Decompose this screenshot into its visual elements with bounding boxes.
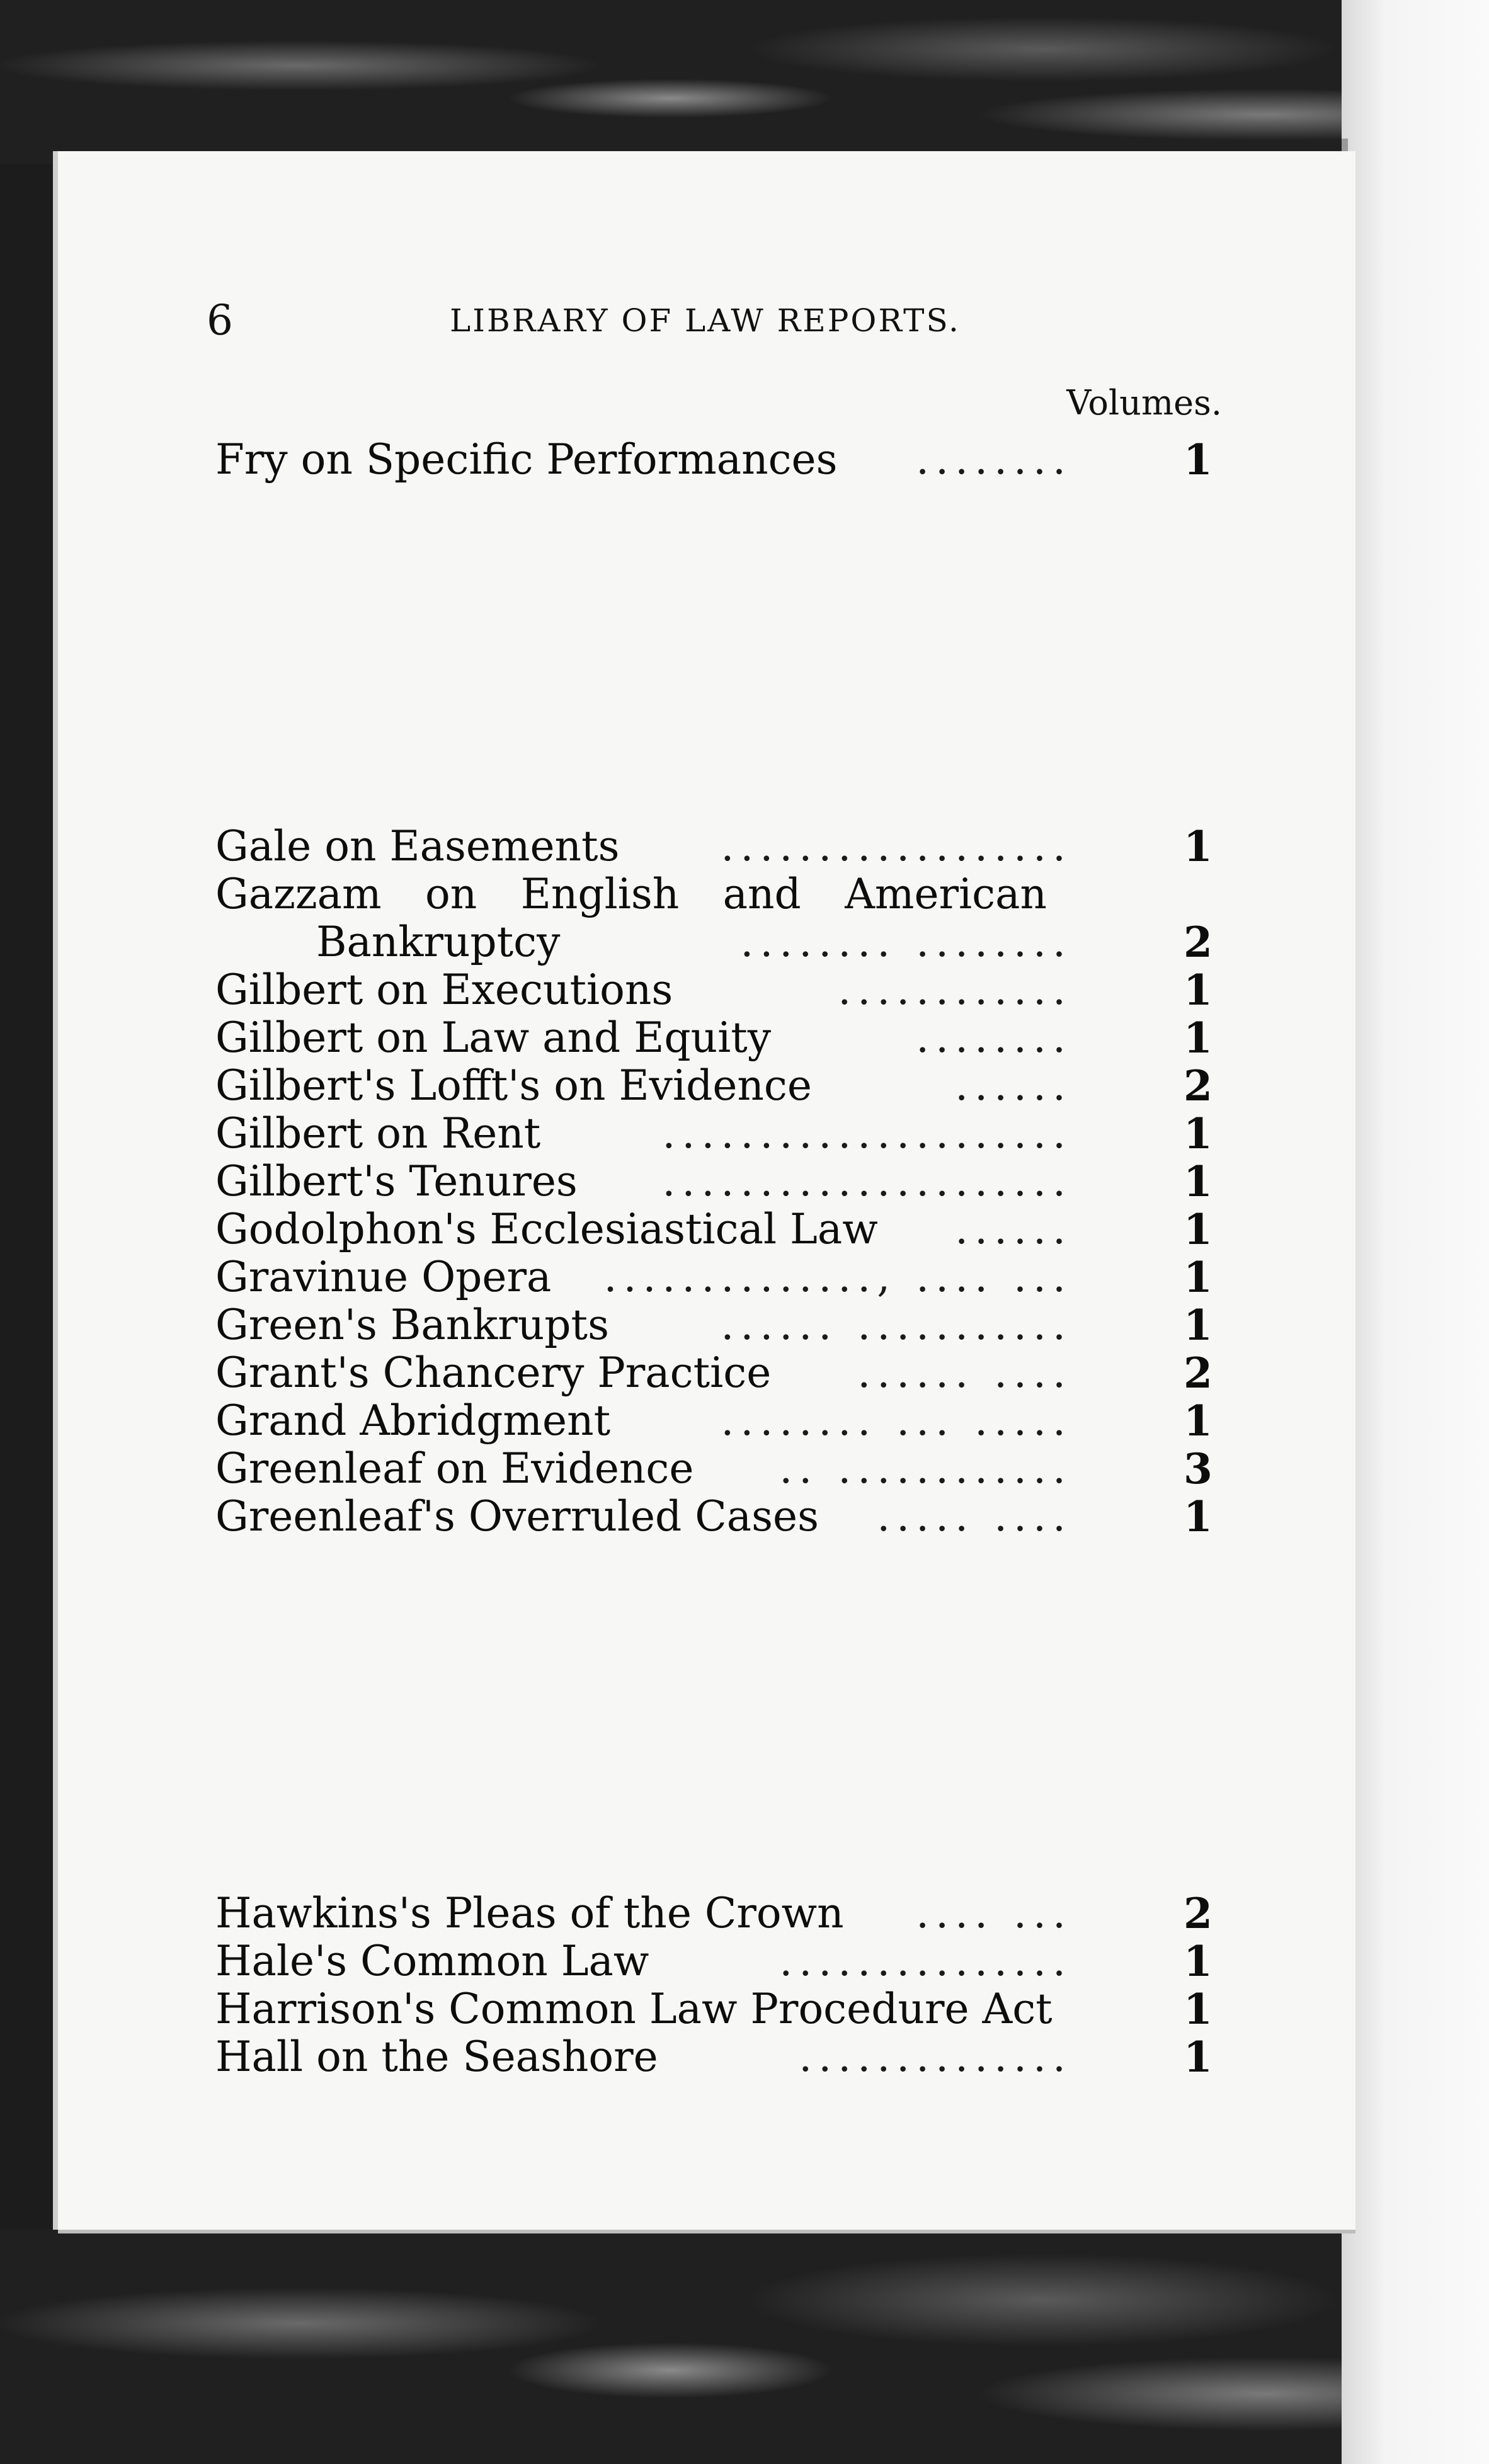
- index-entry: [215, 1158, 1223, 1206]
- index-entry-continuation: [215, 918, 1223, 966]
- index-entry: [215, 1493, 1223, 1541]
- index-entry: [215, 1445, 1223, 1493]
- index-entry: [215, 2033, 1223, 2081]
- entry-volumes: 1: [1184, 1157, 1212, 1206]
- entry-title: Hale's Common Law: [215, 1937, 649, 1985]
- entry-volumes: 2: [1184, 1061, 1212, 1110]
- index-entry: [215, 1397, 1223, 1445]
- entry-title: Green's Bankrupts: [215, 1301, 609, 1349]
- leader-dots: ........: [916, 436, 1072, 484]
- index-entry: [215, 966, 1223, 1014]
- leader-dots: .....................: [662, 1110, 1072, 1158]
- entry-volumes: 1: [1184, 1205, 1212, 1254]
- leader-dots: ........ ........: [740, 918, 1072, 966]
- entry-volumes: 1: [1184, 1109, 1212, 1158]
- entry-title-word: American: [845, 870, 1047, 918]
- entry-title: Grant's Chancery Practice: [215, 1349, 772, 1397]
- index-entry: [215, 1890, 1223, 1937]
- entry-title-word: on: [425, 870, 477, 918]
- entry-volumes: 1: [1184, 822, 1212, 871]
- entry-volumes: 1: [1184, 1396, 1212, 1446]
- entry-title: Fry on Specific Performances: [215, 435, 838, 484]
- leader-dots: ...... ...........: [721, 1301, 1072, 1349]
- entry-volumes: 2: [1184, 1889, 1212, 1938]
- entry-volumes: 1: [1184, 1985, 1212, 2034]
- leader-dots: ......: [955, 1062, 1072, 1110]
- entry-volumes: 1: [1184, 1492, 1212, 1541]
- running-head: LIBRARY OF LAW REPORTS.: [450, 302, 961, 339]
- entry-title: Gilbert on Rent: [215, 1109, 541, 1158]
- leader-dots: .............., .... ...: [603, 1253, 1072, 1301]
- leader-dots: .....................: [662, 1158, 1072, 1206]
- index-entry: [215, 823, 1223, 870]
- entry-title: Harrison's Common Law Procedure Act: [215, 1985, 1053, 2033]
- entry-volumes: 1: [1184, 966, 1212, 1015]
- entry-title: Gilbert's Lofft's on Evidence: [215, 1061, 812, 1110]
- entry-volumes: 1: [1184, 435, 1212, 484]
- index-entry: [215, 1062, 1223, 1110]
- index-entry: [215, 1110, 1223, 1158]
- entry-volumes: 1: [1184, 1937, 1212, 1986]
- entry-title-word: and: [722, 870, 801, 918]
- leader-dots: .. ............: [779, 1445, 1072, 1493]
- entry-title: Gilbert's Tenures: [215, 1157, 578, 1206]
- leader-dots: ......: [955, 1206, 1072, 1253]
- leader-dots: .... ...: [916, 1890, 1072, 1937]
- index-entry: [215, 1014, 1223, 1062]
- leader-dots: ..................: [721, 823, 1072, 870]
- entry-title: Greenleaf on Evidence: [215, 1444, 694, 1493]
- entry-volumes: 3: [1184, 1444, 1212, 1493]
- index-entry: [215, 1206, 1223, 1253]
- leader-dots: ........ ... .....: [721, 1397, 1072, 1445]
- leader-dots: ...............: [779, 1937, 1072, 1985]
- entry-title-word: English: [520, 870, 680, 918]
- entry-volumes: 1: [1184, 1301, 1212, 1350]
- entry-volumes: 1: [1184, 2033, 1212, 2082]
- index-entry: [215, 1301, 1223, 1349]
- entry-title: Godolphon's Ecclesiastical Law: [215, 1205, 878, 1253]
- entry-title: Greenleaf's Overruled Cases: [215, 1492, 819, 1541]
- leader-dots: ........: [916, 1014, 1072, 1062]
- index-entry: [215, 1985, 1223, 2033]
- leader-dots: ...... ....: [857, 1349, 1072, 1397]
- index-entry: [215, 1253, 1223, 1301]
- index-entry: [215, 870, 1223, 918]
- entry-title: Hall on the Seashore: [215, 2033, 658, 2081]
- leader-dots: ............: [838, 966, 1072, 1014]
- leader-dots: ..............: [799, 2033, 1072, 2081]
- entry-title: Gravinue Opera: [215, 1253, 552, 1301]
- entry-title-line: [215, 870, 1047, 918]
- entry-title: Grand Abridgment: [215, 1396, 611, 1445]
- entry-volumes: 2: [1184, 918, 1212, 967]
- entry-title: Gilbert on Executions: [215, 966, 673, 1014]
- entry-title-continuation: Bankruptcy: [316, 918, 561, 966]
- entry-title: Gilbert on Law and Equity: [215, 1013, 772, 1062]
- entry-title-word: Gazzam: [215, 870, 382, 918]
- index-entry: [215, 1349, 1223, 1397]
- entry-title: Hawkins's Pleas of the Crown: [215, 1889, 844, 1937]
- volumes-column-heading: Volumes.: [1066, 383, 1222, 423]
- background-texture-bottom: [0, 2230, 1489, 2464]
- entry-volumes: 1: [1184, 1253, 1212, 1302]
- entry-title: Gale on Easements: [215, 822, 620, 870]
- index-entry: [215, 436, 1223, 484]
- leader-dots: ..... ....: [877, 1493, 1072, 1541]
- entry-volumes: 2: [1184, 1349, 1212, 1398]
- index-entry: [215, 1937, 1223, 1985]
- page-number: 6: [207, 296, 233, 345]
- entry-volumes: 1: [1184, 1013, 1212, 1063]
- background-texture-top: [0, 0, 1489, 164]
